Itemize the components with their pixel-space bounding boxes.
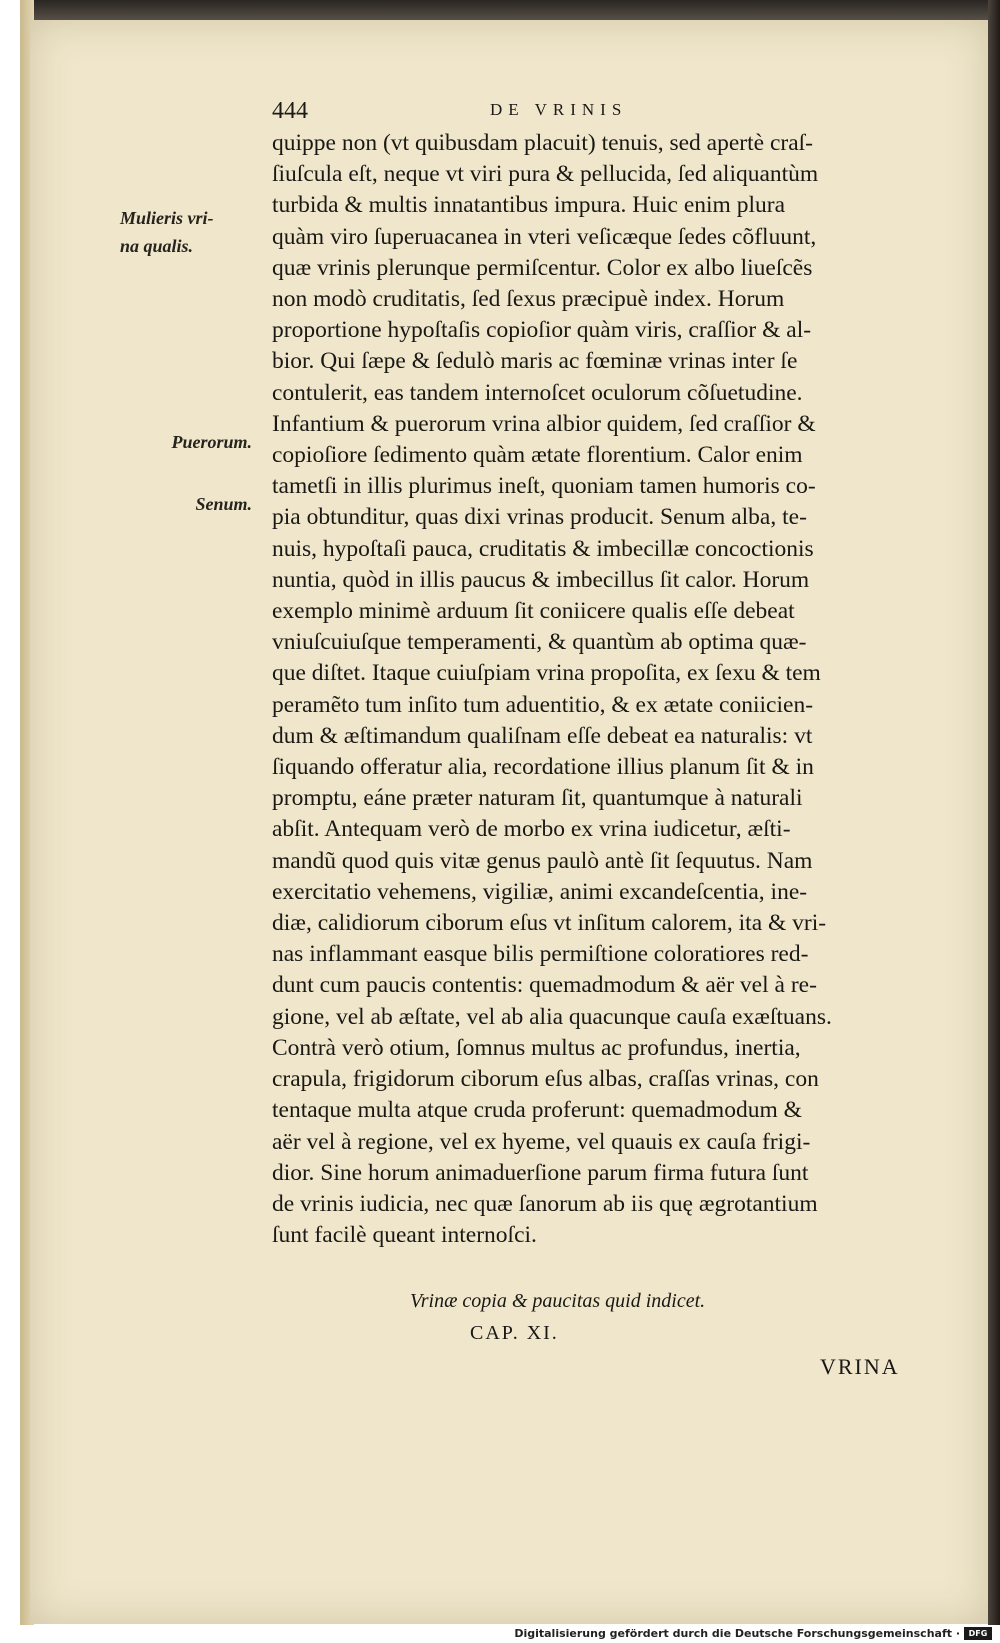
text-line: tentaque multa atque cruda proferunt: quemadmodum &	[272, 1097, 802, 1124]
text-line: dum & æſtimandum qualiſnam eſſe debeat ea naturalis: vt	[272, 722, 813, 749]
text-line: copioſiore ſedimento quàm ætate florentium. Calor enim	[272, 442, 803, 469]
dfg-logo-icon: DFG	[964, 1627, 992, 1640]
chapter-number: CAP. XI.	[470, 1322, 559, 1344]
text-line: Contrà verò otium, ſomnus multus ac profundus, inertia,	[272, 1034, 801, 1061]
text-line: tametſi in illis plurimus ineſt, quoniam tamen humoris co-	[272, 473, 816, 500]
text-line: de vrinis iudicia, nec quæ ſanorum ab iis quę ægrotantium	[272, 1190, 818, 1217]
text-line: ſiquando offeratur alia, recordatione illius planum ſit & in	[272, 754, 814, 781]
text-line: pia obtunditur, quas dixi vrinas producit. Senum alba, te-	[272, 504, 807, 531]
catchword: VRINA	[820, 1354, 900, 1379]
text-line: Infantium & puerorum vrina albior quidem, ſed craſſior &	[272, 410, 816, 437]
text-line: abſit. Antequam verò de morbo ex vrina iudicetur, æſti-	[272, 816, 791, 843]
text-line: vniuſcuiuſque temperamenti, & quantùm ab optima quæ-	[272, 629, 807, 656]
margin-note-puerorum: Puerorum.	[171, 432, 252, 452]
text-line: non modò cruditatis, ſed ſexus præcipuè index. Horum	[272, 286, 785, 313]
text-line: quæ vrinis plerunque permiſcentur. Color ex albo liueſcẽs	[272, 254, 813, 281]
text-line: que diſtet. Itaque cuiuſpiam vrina propoſita, ex ſexu & tem	[272, 660, 821, 687]
text-line: aër vel à regione, vel ex hyeme, vel quauis ex cauſa frigi-	[272, 1128, 811, 1155]
text-line: nuis, hypoſtaſi pauca, cruditatis & imbecillæ concoctionis	[272, 535, 814, 562]
text-line: nuntia, quòd in illis paucus & imbecillus ſit calor. Horum	[272, 566, 810, 593]
text-line: exercitatio vehemens, vigiliæ, animi excandeſcentia, ine-	[272, 878, 808, 905]
page-header	[272, 98, 692, 132]
text-line: quàm viro ſuperuacanea in vteri veſicæque ſedes cõfluunt,	[272, 223, 817, 250]
margin-note-mulieris	[120, 204, 250, 260]
text-line: promptu, eáne præter naturam ſit, quantumque à naturali	[272, 785, 803, 812]
text-line: quippe non (vt quibusdam placuit) tenuis, sed apertè craſ-	[272, 130, 813, 156]
text-line: crapula, frigidorum ciborum eſus albas, craſſas vrinas, con	[272, 1066, 819, 1093]
text-line: peramẽto tum inſito tum aduentitio, & ex ætate coniicien-	[272, 691, 814, 718]
chapter-title: Vrinæ copia & paucitas quid indicet.	[410, 1290, 706, 1312]
page-number: 444	[272, 98, 308, 124]
text-line: contulerit, eas tandem internoſcet oculorum cõſuetudine.	[272, 379, 803, 406]
book-edge-right	[988, 0, 1000, 1625]
text-line: gione, vel ab æſtate, vel ab alia quacunque cauſa exæſtuans.	[272, 1003, 832, 1030]
text-line: ſunt facilè queant internoſci.	[272, 1222, 537, 1249]
margin-note-senum: Senum.	[195, 494, 252, 514]
text-line: proportione hypoſtaſis copioſior quàm viris, craſſior & al-	[272, 317, 812, 344]
margin-note-line: Mulieris vri-	[120, 208, 214, 228]
margin-note-line: na qualis.	[120, 236, 194, 256]
funding-credit: Digitalisierung gefördert durch die Deutsche Forschungsgemeinschaft ·	[514, 1627, 960, 1640]
text-line: turbida & multis innatantibus impura. Huic enim plura	[272, 192, 785, 219]
text-line: exemplo minimè arduum ſit coniicere qualis eſſe debeat	[272, 598, 795, 625]
body-text	[272, 128, 932, 1251]
text-line: diæ, calidiorum ciborum eſus vt inſitum calorem, ita & vri-	[272, 910, 827, 937]
text-line: ſiuſcula eſt, neque vt viri pura & pellucida, ſed aliquantùm	[272, 161, 819, 188]
text-line: bior. Qui ſæpe & ſedulò maris ac fœminæ vrinas inter ſe	[272, 348, 798, 375]
text-line: dior. Sine horum animaduerſione parum firma futura ſunt	[272, 1159, 809, 1186]
running-head: DE VRINIS	[490, 100, 628, 119]
book-edge-top	[20, 0, 1000, 22]
text-line: nas inflammant easque bilis permiſtione coloratiores red-	[272, 941, 809, 968]
text-line: dunt cum paucis contentis: quemadmodum & aër vel à re-	[272, 972, 817, 999]
text-line: mandũ quod quis vitæ genus paulò antè ſit ſequutus. Nam	[272, 847, 813, 874]
